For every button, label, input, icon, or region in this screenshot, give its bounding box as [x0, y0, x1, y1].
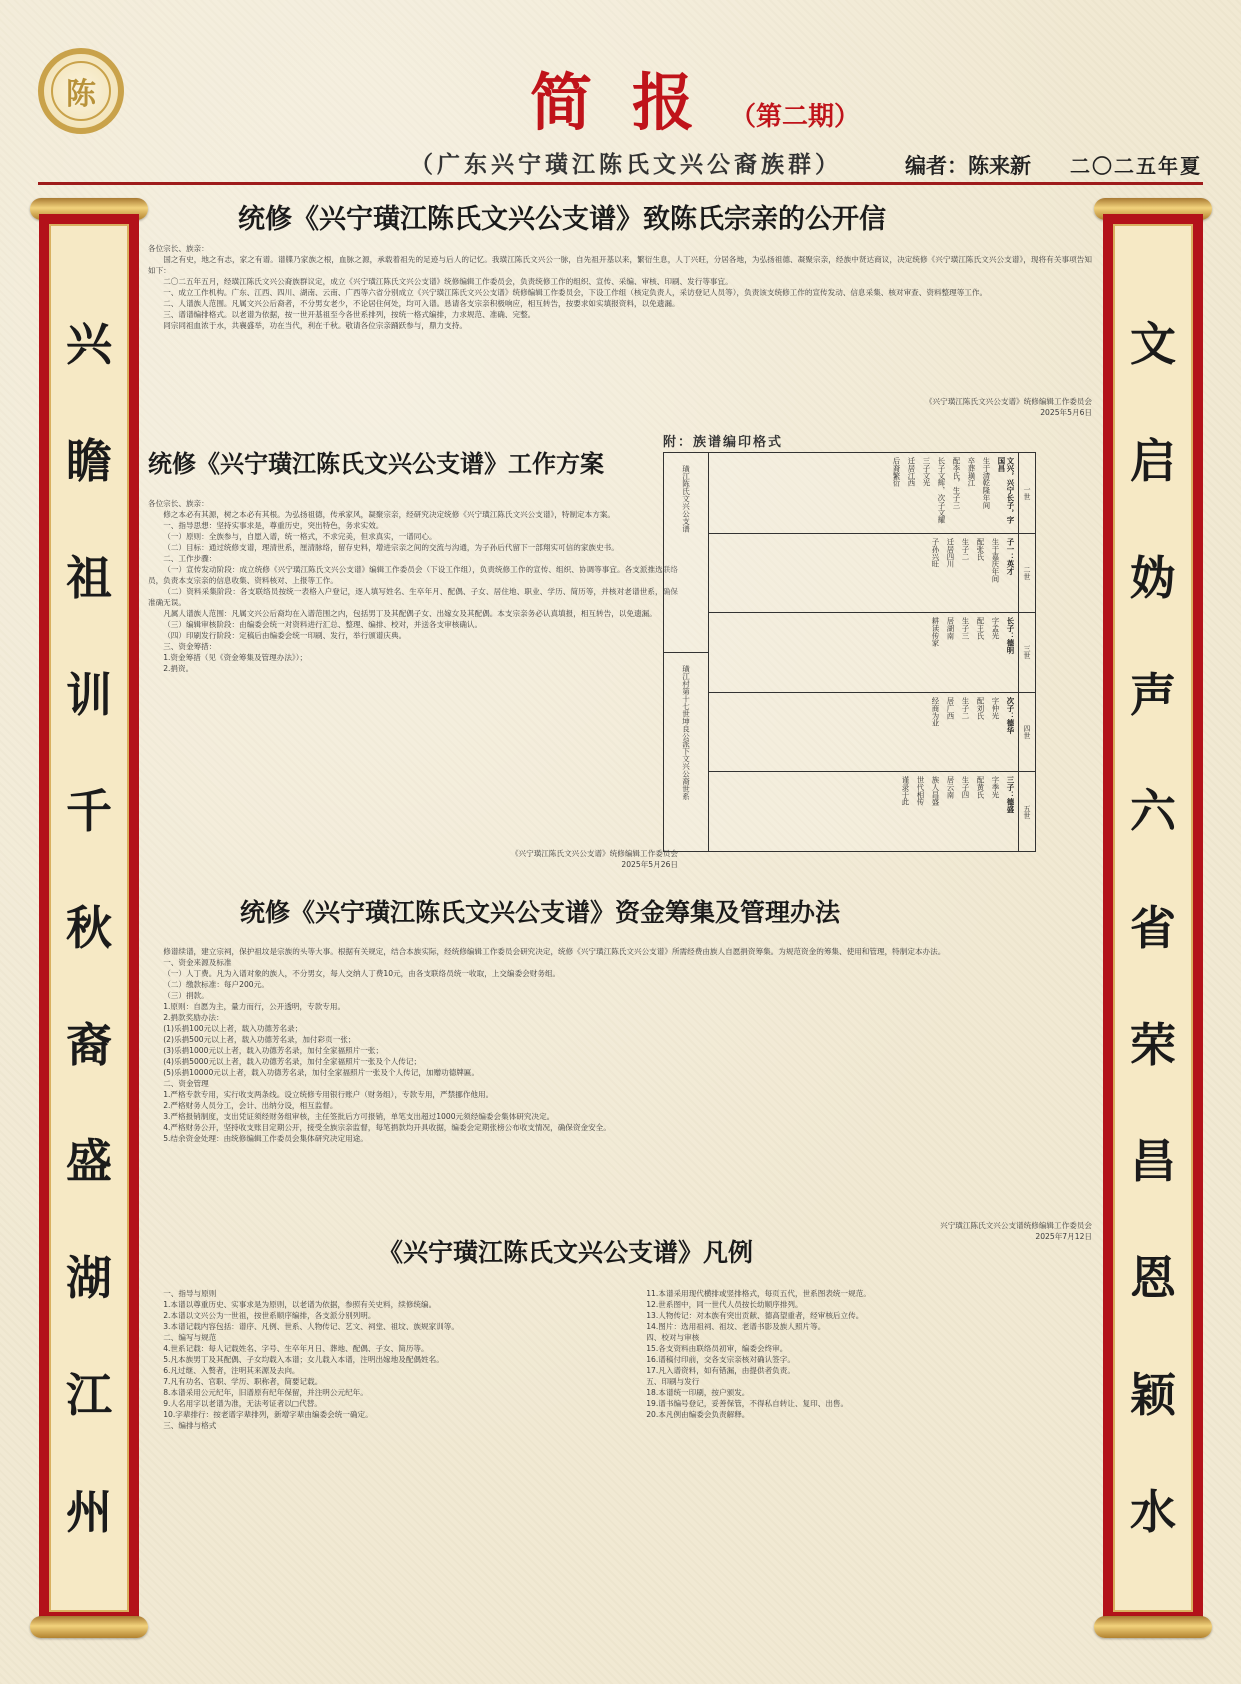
- genealogy-entry: 配王氏: [976, 617, 985, 640]
- couplet-character: 江: [66, 1367, 112, 1422]
- rules-paragraph: 二、编写与规范: [163, 1333, 217, 1342]
- genealogy-entry: 次子：德华: [1006, 696, 1015, 734]
- genealogy-entry: 耕读传家: [931, 617, 940, 647]
- scroll-rod: [30, 1616, 148, 1638]
- plan-paragraph: （二）目标：通过统修支谱，理清世系，厘清脉络，留存史料，增进宗亲之间的交流与沟通，为子孙后代留下一部翔实可信的家族史书。: [163, 543, 619, 552]
- generation-label: [1019, 533, 1035, 613]
- rules-paragraph: 17.凡入谱资料，如有错漏，由提供者负责。: [646, 1366, 795, 1375]
- couplet-character: 盛: [66, 1134, 112, 1189]
- left-couplet-scroll: [30, 198, 148, 1638]
- rules-paragraph: 5.凡本族男丁及其配偶、子女均载入本谱；女儿载入本谱，注明出嫁地及配偶姓名。: [163, 1355, 444, 1364]
- couplet-character: 荣: [1130, 1017, 1176, 1072]
- genealogy-entry: 子一：英才: [1006, 537, 1015, 575]
- rules-paragraph: 19.谱书编号登记，妥善保管，不得私自转让、复印、出售。: [646, 1399, 849, 1408]
- couplet-character: 祖: [66, 550, 112, 605]
- genealogy-entry: 三子文光: [922, 457, 931, 487]
- plan-paragraph: （四）印刷发行阶段：定稿后由编委会统一印刷、发行，举行颁谱庆典。: [163, 631, 407, 640]
- genealogy-entry: 长子：德明: [1006, 617, 1015, 655]
- letter-paragraph: 三、谱谱编排格式。以老谱为依据，按一世开基祖至今各世系排列，按统一格式编排，力求规范、准确、完整。: [163, 310, 536, 319]
- letter-paragraph: 国之有史，地之有志，家之有谱。谱牒乃家族之根，血脉之源，承载着祖先的足迹与后人的记忆。我璜江陈氏文兴公一脉，自先祖开基以来，繁衍生息，人丁兴旺，分居各地，为弘扬祖德、凝聚宗亲，经族中贤达商议，决定统修《兴宁璜江陈氏文兴公支谱》，现将有关事项告知如下：: [148, 255, 1092, 275]
- letter-paragraph: 同宗同祖血浓于水，共襄盛举，功在当代，利在千秋。敬请各位宗亲踊跃参与，鼎力支持。: [163, 321, 467, 330]
- plan-sign-org: 《兴宁璜江陈氏文兴公支谱》统修编辑工作委员会: [510, 849, 678, 858]
- rules-paragraph: 7.凡有功名、官职、学历、职称者，简要记载。: [163, 1377, 323, 1386]
- plan-paragraph: （一）宣传发动阶段：成立统修《兴宁璜江陈氏文兴公支谱》编辑工作委员会（下设工作组），负责统修工作的宣传、组织、协调等事宜。各支派推选联络员，负责本支宗亲的信息收集、资料核对、上报等工作。: [148, 565, 678, 585]
- fund-paragraph: 2.严格财务人员分工，会计、出纳分设，相互监督。: [163, 1101, 338, 1110]
- newsletter-title: 简报: [530, 66, 735, 139]
- genealogy-entry: 生于嘉庆年间: [991, 537, 1000, 582]
- couplet-character: 省: [1130, 900, 1176, 955]
- generation-label-text: 一世: [1023, 485, 1031, 500]
- couplet-character: 声: [1130, 667, 1176, 722]
- plan-title: 统修《兴宁璜江陈氏文兴公支谱》工作方案: [148, 450, 604, 478]
- plan-body: [148, 498, 678, 783]
- fund-paragraph: （一）人丁费。凡为入谱对象的族人，不分男女，每人交纳人丁费10元，由各支联络员统一收取，上交编委会财务组。: [163, 969, 561, 978]
- genealogy-entry: 长子文辉，次子文耀: [937, 457, 946, 524]
- letter-paragraph: 一、成立工作机构。广东、江西、四川、湖南、云南、广西等六省分别成立《兴宁璜江陈氏文兴公支谱》统修编辑工作委员会，下设工作组（核定负责人，采访登记人员等），负责该支统修工作的宣传发动、信息采集、核对审查、资料整理等工作。: [163, 288, 988, 297]
- rules-paragraph: 4.世系记载：每人记载姓名、字号、生卒年月日、葬地、配偶、子女、简历等。: [163, 1344, 429, 1353]
- fund-paragraph: 一、资金来源及标准: [163, 958, 232, 967]
- plan-paragraph: 三、资金筹措：: [163, 642, 217, 651]
- genealogy-entry: 文兴，兴宁长子，字国昌: [997, 457, 1015, 524]
- fund-sign-date: 2025年7月12日: [1035, 1232, 1092, 1241]
- plan-paragraph: （三）编辑审核阶段：由编委会统一对资料进行汇总、整理、编排、校对，并送各支审核确认。: [163, 620, 483, 629]
- letter-paragraph: 二、人谱族人范围。凡属文兴公后裔者，不分男女老少，不论居住何处，均可入谱。恳请各支宗亲积极响应，相互转告，按要求如实填报资料，以免遗漏。: [163, 299, 680, 308]
- genealogy-entry: 字季光: [991, 776, 1000, 799]
- couplet-character: 千: [66, 784, 112, 839]
- genealogy-entry: 经商为业: [931, 696, 940, 727]
- fund-paragraph: 二、资金管理: [163, 1079, 209, 1088]
- plan-paragraph: 修之本必有其源，树之本必有其根。为弘扬祖德，传承家风，凝聚宗亲，经研究决定统修《兴宁璜江陈氏文兴公支谱》，特制定本方案。: [163, 510, 616, 519]
- genealogy-entry: 生子三: [961, 617, 970, 640]
- genealogy-entry: 居广西: [946, 696, 955, 719]
- fund-paragraph: (5)乐捐10000元以上者，载入功德芳名录，加付全家福照片一张及个人传记，加赠功德牌匾。: [163, 1068, 480, 1077]
- couplet-character: 文: [1130, 317, 1176, 372]
- rules-paragraph: 一、指导与原则: [163, 1289, 217, 1298]
- genealogy-entry: 配黄氏: [976, 776, 985, 799]
- couplet-character: 恩: [1130, 1251, 1176, 1306]
- letter-signature: [692, 396, 1092, 418]
- rules-body: [148, 1288, 1092, 1628]
- genealogy-label-bottom: 璜江村第十七世坤良公派下文兴公裔世系: [664, 652, 708, 851]
- couplet-text: [49, 224, 129, 1612]
- header-divider: [38, 182, 1203, 185]
- couplet-character: 水: [1130, 1484, 1176, 1539]
- plan-sign-date: 2025年5月26日: [621, 860, 678, 869]
- scroll-body: [1103, 214, 1203, 1622]
- rules-paragraph: 14.图片：选用祖祠、祖坟、老谱书影及族人照片等。: [646, 1322, 826, 1331]
- genealogy-entry: 配李氏，生子三: [952, 457, 961, 509]
- fund-paragraph: (2)乐捐500元以上者，载入功德芳名录，加付彩页一张；: [163, 1035, 356, 1044]
- fund-sign-org: 兴宁璜江陈氏文兴公支谱统修编辑工作委员会: [940, 1221, 1092, 1230]
- genealogy-entry: 后裔繁衍: [892, 457, 901, 487]
- letter-sign-date: 2025年5月6日: [1040, 408, 1092, 417]
- plan-paragraph: 凡属人谱族人范围：凡属文兴公后裔均在入谱范围之内，包括男丁及其配偶子女、出嫁女及其配偶。本支宗亲务必认真填报，相互转告，以免遗漏。: [163, 609, 657, 618]
- couplet-text: [1113, 224, 1193, 1612]
- genealogy-row: [708, 533, 1019, 613]
- genealogy-row: [708, 771, 1019, 851]
- fund-body: [148, 946, 1092, 1218]
- genealogy-entry: 配张氏: [976, 537, 985, 560]
- genealogy-entry: 卒葬璜江: [967, 457, 976, 487]
- plan-greeting: 各位宗长、族亲：: [148, 499, 209, 508]
- couplet-character: 州: [66, 1484, 112, 1539]
- rules-paragraph: 9.人名用字以老谱为准，无法考证者以□代替。: [163, 1399, 322, 1408]
- newsletter-subtitle: （广东兴宁璜江陈氏文兴公裔族群）: [410, 151, 842, 178]
- logo-character: 陈: [51, 61, 111, 121]
- letter-greeting: 各位宗长、族亲：: [148, 244, 209, 253]
- genealogy-entry: 生于清乾隆年间: [982, 457, 991, 509]
- genealogy-entry: 子孙兴旺: [931, 537, 940, 568]
- couplet-character: 兴: [66, 317, 112, 372]
- genealogy-label-column: [664, 453, 709, 851]
- rules-paragraph: 3.本谱记载内容包括：谱序、凡例、世系、人物传记、艺文、祠堂、祖坟、族规家训等。: [163, 1322, 459, 1331]
- generation-label: [1019, 453, 1035, 533]
- genealogy-entry: 生子二: [961, 696, 970, 719]
- rules-paragraph: 13.人物传记：对本族有突出贡献、德高望重者，经审核后立传。: [646, 1311, 864, 1320]
- genealogy-entry: 三子：德盛: [1006, 776, 1015, 814]
- generation-column: [1018, 453, 1035, 851]
- rules-paragraph: 2.本谱以文兴公为一世祖，按世系顺序编排，各支派分别列明。: [163, 1311, 376, 1320]
- couplet-character: 六: [1130, 784, 1176, 839]
- genealogy-entry: 迁居四川: [946, 537, 955, 568]
- generation-label: [1019, 692, 1035, 772]
- fund-paragraph: 3.严格报销制度，支出凭证须经财务组审核，主任签批后方可报销，单笔支出超过1000元须经编委会集体研究决定。: [163, 1112, 555, 1121]
- couplet-character: 训: [66, 667, 112, 722]
- rules-paragraph: 三、编排与格式: [163, 1421, 217, 1430]
- generation-label-text: 二世: [1023, 565, 1031, 580]
- plan-paragraph: 一、指导思想：坚持实事求是，尊重历史，突出特色，务求实效。: [163, 521, 384, 530]
- fund-paragraph: 1.原则：自愿为主，量力而行，公开透明，专款专用。: [163, 1002, 346, 1011]
- editor-credit: 编者：陈来新: [905, 154, 1031, 178]
- genealogy-entry: 配刘氏: [976, 696, 985, 719]
- genealogy-entry: 世代相传: [916, 776, 925, 806]
- genealogy-caption: 附：族谱编印格式: [663, 435, 784, 450]
- rules-paragraph: 五、印刷与发行: [646, 1377, 700, 1386]
- scroll-body: [39, 214, 139, 1622]
- clan-logo: [38, 48, 124, 134]
- rules-paragraph: 四、校对与审核: [646, 1333, 700, 1342]
- rules-paragraph: 20.本凡例由编委会负责解释。: [646, 1410, 750, 1419]
- plan-paragraph: （一）原则：全族参与，自愿入谱，统一格式，不求完美，但求真实，一谱同心。: [163, 532, 437, 541]
- plan-signature: [348, 848, 678, 870]
- fund-title: 统修《兴宁璜江陈氏文兴公支谱》资金筹集及管理办法: [240, 898, 841, 927]
- rules-paragraph: 16.谱稿付印前，交各支宗亲核对确认签字。: [646, 1355, 795, 1364]
- couplet-character: 启: [1130, 434, 1176, 489]
- rules-paragraph: 6.凡过继、入赘者，注明其来源及去向。: [163, 1366, 300, 1375]
- rules-paragraph: 18.本谱统一印刷，按户颁发。: [646, 1388, 750, 1397]
- issue-number: （第二期）: [730, 102, 861, 132]
- genealogy-entry: 族人昌盛: [931, 776, 940, 806]
- genealogy-label-top: 璜江陈氏文兴公支谱: [681, 465, 691, 533]
- genealogy-entry: 谨录于此: [901, 776, 910, 806]
- fund-paragraph: （三）捐款。: [163, 991, 209, 1000]
- generation-label: [1019, 771, 1035, 851]
- plan-paragraph: 2.捐资。: [163, 664, 194, 673]
- couplet-character: 秋: [66, 900, 112, 955]
- genealogy-entry: 居湖南: [946, 617, 955, 640]
- rules-title: 《兴宁璜江陈氏文兴公支谱》凡例: [378, 1238, 754, 1267]
- genealogy-row: [708, 692, 1019, 772]
- fund-paragraph: 1.严格专款专用，实行收支两条线。设立统修专用银行账户（财务组），专款专用，严禁挪作他用。: [163, 1090, 494, 1099]
- genealogy-row: [708, 612, 1019, 692]
- couplet-character: 瞻: [66, 434, 112, 489]
- rules-paragraph: 11.本谱采用现代横排或竖排格式，每页五代，世系图表统一规范。: [646, 1289, 871, 1298]
- generation-label-text: 五世: [1023, 804, 1031, 819]
- genealogy-entry: 字孟光: [991, 617, 1000, 640]
- plan-paragraph: （二）资料采集阶段：各支联络员按统一表格入户登记，逐人填写姓名、生卒年月、配偶、子女、居住地、职业、学历、简历等，并核对老谱世系，确保准确无误。: [148, 587, 678, 607]
- rules-paragraph: 1.本谱以尊重历史、实事求是为原则，以老谱为依据，参照有关史料，续修统编。: [163, 1300, 437, 1309]
- fund-paragraph: （二）缴款标准：每户200元。: [163, 980, 269, 989]
- fund-paragraph: 2.捐款奖励办法：: [163, 1013, 224, 1022]
- right-couplet-scroll: [1094, 198, 1212, 1638]
- generation-label: [1019, 612, 1035, 692]
- couplet-character: 颖: [1130, 1367, 1176, 1422]
- letter-sign-org: 《兴宁璜江陈氏文兴公支谱》统修编辑工作委员会: [924, 397, 1092, 406]
- letter-body: [148, 243, 1092, 405]
- letter-paragraph: 二〇二五年五月，经璜江陈氏文兴公裔族群议定，成立《兴宁璜江陈氏文兴公支谱》统修编辑工作委员会，负责统修工作的组织、宣传、采编、审核、印刷、发行等事宜。: [163, 277, 733, 286]
- main-content: [148, 198, 1092, 1648]
- generation-label-text: 四世: [1023, 725, 1031, 740]
- genealogy-entry: 生子四: [961, 776, 970, 799]
- issue-season: 二〇二五年夏: [1070, 154, 1202, 178]
- couplet-character: 湖: [66, 1251, 112, 1306]
- genealogy-format-table: [663, 452, 1036, 852]
- plan-paragraph: 1.资金筹措（见《资金筹集及管理办法》）；: [163, 653, 308, 662]
- genealogy-row: [708, 453, 1019, 533]
- couplet-character: 妫: [1130, 550, 1176, 605]
- couplet-character: 裔: [66, 1017, 112, 1072]
- rules-paragraph: 8.本谱采用公元纪年，旧谱原有纪年保留，并注明公元纪年。: [163, 1388, 368, 1397]
- genealogy-entry: 居云南: [946, 776, 955, 799]
- fund-paragraph: (1)乐捐100元以上者，载入功德芳名录；: [163, 1024, 303, 1033]
- fund-paragraph: 4.严格财务公开，坚持收支账目定期公开，接受全族宗亲监督，每笔捐款均开具收据，编委会定期张榜公布收支情况，确保资金安全。: [163, 1123, 611, 1132]
- couplet-character: 昌: [1130, 1134, 1176, 1189]
- genealogy-entry: 字仲光: [991, 696, 1000, 719]
- genealogy-entry: 生子二: [961, 537, 970, 560]
- generation-label-text: 三世: [1023, 645, 1031, 660]
- rules-paragraph: 12.世系图中，同一世代人员按长幼顺序排列。: [646, 1300, 803, 1309]
- plan-paragraph: 二、工作步骤：: [163, 554, 217, 563]
- rules-paragraph: 10.字辈排行：按老谱字辈排列，新增字辈由编委会统一确定。: [163, 1410, 373, 1419]
- scroll-rod: [1094, 1616, 1212, 1638]
- letter-title: 统修《兴宁璜江陈氏文兴公支谱》致陈氏宗亲的公开信: [238, 204, 886, 235]
- fund-paragraph: 5.结余资金处理：由统修编辑工作委员会集体研究决定用途。: [163, 1134, 368, 1143]
- genealogy-entry: 迁居江西: [907, 457, 916, 487]
- fund-paragraph: (3)乐捐1000元以上者，载入功德芳名录，加付全家福照片一张；: [163, 1046, 384, 1055]
- fund-paragraph: 修谱续谱，建立宗祠，保护祖坟是宗族的头等大事。根据有关规定，结合本族实际，经统修编辑工作委员会研究决定，统修《兴宁璜江陈氏文兴公支谱》所需经费由族人自愿捐资筹集。为规范资金的筹集、使用和管理，特制定本办法。: [163, 947, 946, 956]
- rules-paragraph: 15.各支资料由联络员初审，编委会终审。: [646, 1344, 788, 1353]
- fund-paragraph: (4)乐捐5000元以上者，载入功德芳名录，加付全家福照片一张及个人传记；: [163, 1057, 422, 1066]
